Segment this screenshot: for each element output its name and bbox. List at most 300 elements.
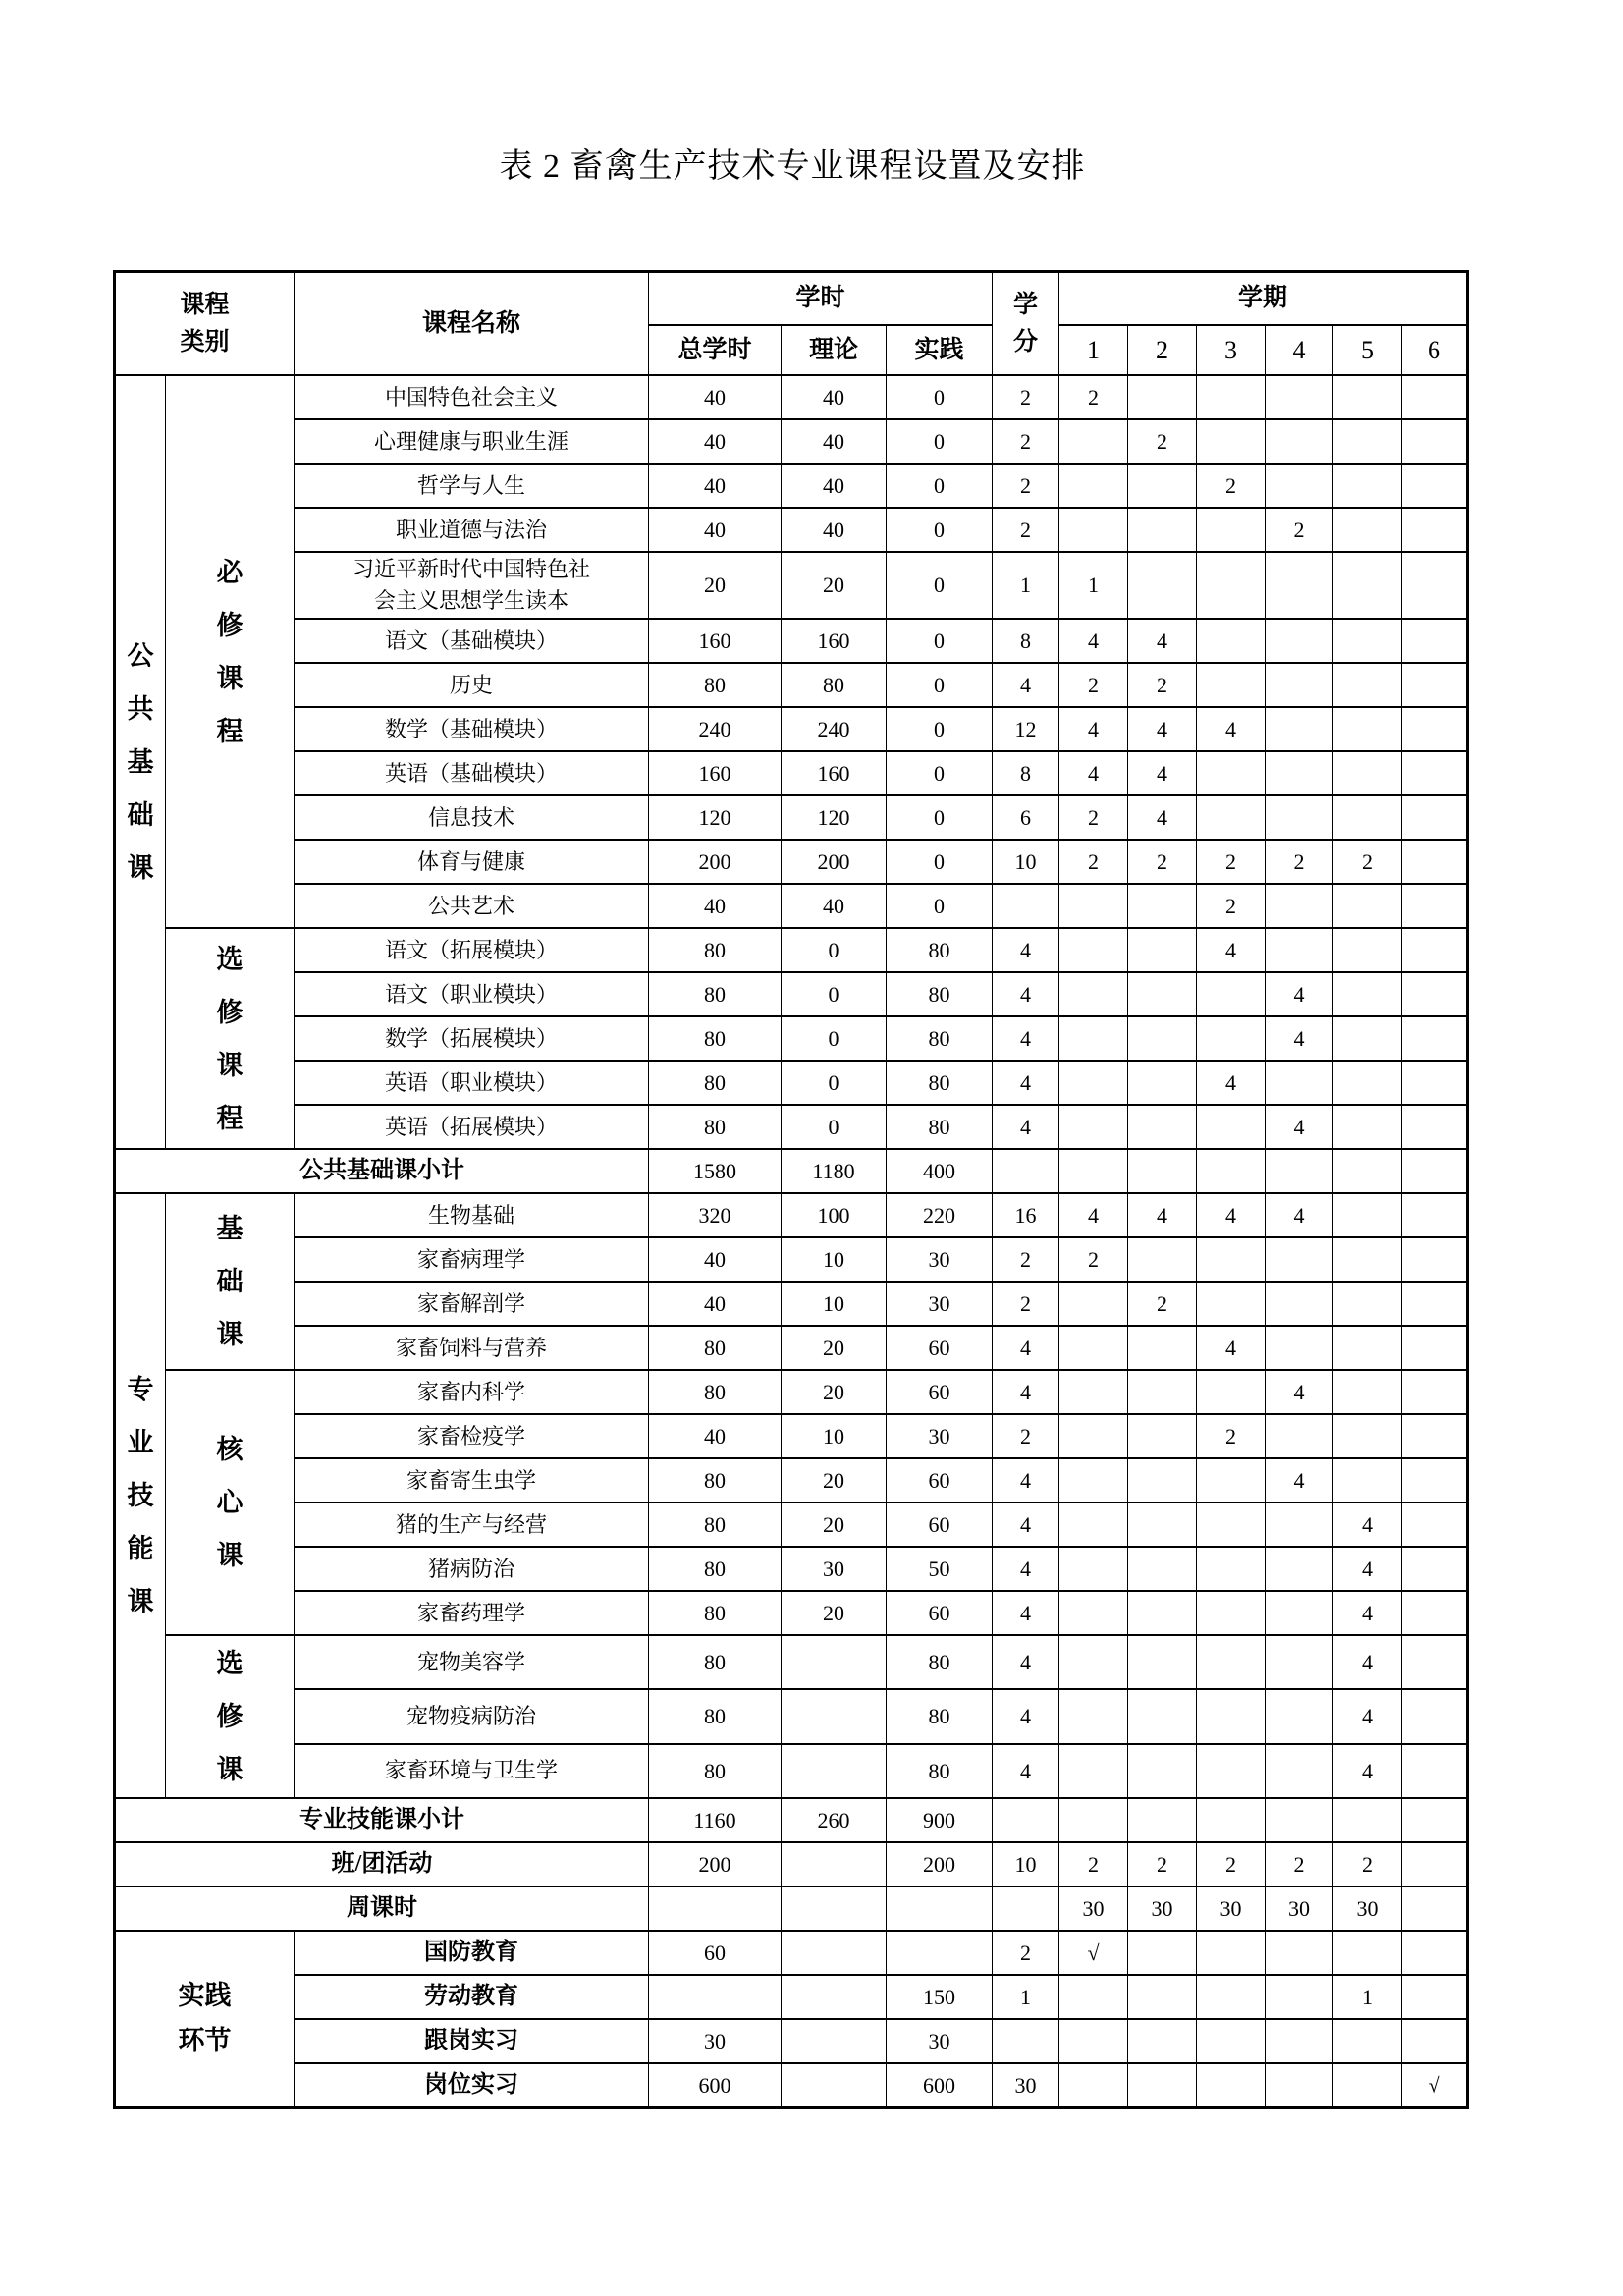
value-cell: 2 [993, 375, 1059, 419]
value-cell [1197, 619, 1266, 663]
header-row-1 [115, 271, 1468, 325]
category-cell [166, 375, 295, 928]
value-cell [1266, 1744, 1333, 1798]
value-cell: 6 [993, 795, 1059, 840]
table-row [115, 375, 1468, 419]
value-cell [1059, 1744, 1128, 1798]
value-cell: 20 [782, 1458, 887, 1503]
value-cell [1266, 1975, 1333, 2019]
value-cell: 0 [887, 619, 993, 663]
category-label: 选修课 [216, 1649, 243, 1785]
value-cell: 4 [1059, 1193, 1128, 1237]
value-cell [1402, 928, 1468, 972]
value-cell [993, 2019, 1059, 2063]
value-cell: 4 [993, 972, 1059, 1016]
course-name: 岗位实习 [424, 2071, 518, 2098]
course-name: 公共艺术 [427, 893, 514, 918]
value-cell [1333, 972, 1402, 1016]
course-name-cell [295, 1635, 649, 1689]
value-cell: 2 [1059, 375, 1128, 419]
table-row [115, 1105, 1468, 1149]
value-cell [1402, 1975, 1468, 2019]
value-cell: 2 [1128, 840, 1197, 884]
value-cell [782, 2063, 887, 2107]
value-cell: 4 [993, 1370, 1059, 1414]
value-cell: 30 [887, 1414, 993, 1458]
value-cell: 10 [993, 840, 1059, 884]
value-cell: 4 [993, 1547, 1059, 1591]
value-cell: 40 [649, 1414, 782, 1458]
table-row [115, 1414, 1468, 1458]
course-name: 猪的生产与经营 [395, 1511, 547, 1537]
value-cell [1059, 1016, 1128, 1061]
value-cell [1402, 1458, 1468, 1503]
value-cell: 1580 [649, 1149, 782, 1193]
value-cell: 600 [649, 2063, 782, 2107]
value-cell: 20 [782, 552, 887, 619]
value-cell: 30 [649, 2019, 782, 2063]
summary-label-cell [115, 1149, 649, 1193]
value-cell [1197, 1689, 1266, 1743]
course-name-cell [295, 552, 649, 619]
value-cell: 8 [993, 751, 1059, 795]
value-cell [1402, 1237, 1468, 1282]
table-row [115, 1975, 1468, 2019]
value-cell [1333, 1458, 1402, 1503]
value-cell: 4 [1266, 972, 1333, 1016]
course-name: 家畜解剖学 [416, 1290, 525, 1316]
value-cell [1197, 508, 1266, 552]
course-name-cell [295, 1370, 649, 1414]
table-row [115, 2019, 1468, 2063]
value-cell: 0 [782, 1016, 887, 1061]
header-theory-cell: 理论 [782, 325, 887, 375]
page-title: 表 2 畜禽生产技术专业课程设置及安排 [499, 148, 1086, 185]
value-cell [1197, 2063, 1266, 2107]
value-cell [1402, 1931, 1468, 1975]
category-label: 实践环节 [178, 1980, 232, 2055]
value-cell: 80 [649, 663, 782, 707]
value-cell: 4 [993, 1458, 1059, 1503]
value-cell [1402, 464, 1468, 508]
course-name-cell [295, 2063, 649, 2107]
value-cell [1402, 2019, 1468, 2063]
value-cell: 4 [993, 1016, 1059, 1061]
value-cell [1266, 1591, 1333, 1635]
value-cell: 40 [649, 375, 782, 419]
value-cell: 30 [1333, 1886, 1402, 1931]
value-cell: 2 [1197, 884, 1266, 928]
value-cell [1266, 884, 1333, 928]
value-cell: 80 [887, 928, 993, 972]
table-row [115, 751, 1468, 795]
header-semester-3: 3 [1197, 325, 1266, 375]
value-cell [1197, 375, 1266, 419]
value-cell: 10 [782, 1237, 887, 1282]
value-cell [1197, 795, 1266, 840]
value-cell: 2 [993, 1414, 1059, 1458]
value-cell: 4 [1197, 1193, 1266, 1237]
summary-row [115, 1149, 1468, 1193]
value-cell: 2 [1059, 1237, 1128, 1282]
value-cell: 30 [1128, 1886, 1197, 1931]
value-cell [1128, 972, 1197, 1016]
value-cell [1402, 840, 1468, 884]
value-cell: 4 [1128, 619, 1197, 663]
value-cell: 2 [1128, 1282, 1197, 1326]
value-cell [1128, 1370, 1197, 1414]
value-cell [1128, 1744, 1197, 1798]
value-cell [1059, 1370, 1128, 1414]
category-cell [166, 1193, 295, 1370]
value-cell: 20 [782, 1503, 887, 1547]
header-semester-group-cell: 学期 [1059, 271, 1468, 325]
value-cell: 20 [782, 1591, 887, 1635]
value-cell [1128, 928, 1197, 972]
value-cell [1402, 1547, 1468, 1591]
header-semester-2: 2 [1128, 325, 1197, 375]
value-cell [1197, 1798, 1266, 1842]
value-cell: 2 [1197, 464, 1266, 508]
value-cell [1266, 1503, 1333, 1547]
course-name-cell [295, 1282, 649, 1326]
value-cell [1059, 2063, 1128, 2107]
value-cell: 260 [782, 1798, 887, 1842]
header-practice-cell: 实践 [887, 325, 993, 375]
value-cell [1266, 619, 1333, 663]
table-header [115, 271, 1468, 375]
value-cell [1333, 375, 1402, 419]
value-cell: 40 [782, 464, 887, 508]
value-cell: 20 [782, 1370, 887, 1414]
value-cell: 4 [1128, 795, 1197, 840]
value-cell [1059, 1105, 1128, 1149]
value-cell [1059, 464, 1128, 508]
value-cell [1333, 1282, 1402, 1326]
value-cell: 2 [1059, 663, 1128, 707]
table-row [115, 840, 1468, 884]
value-cell: 4 [1333, 1503, 1402, 1547]
value-cell: 4 [1333, 1547, 1402, 1591]
value-cell: 80 [649, 972, 782, 1016]
value-cell [1128, 1689, 1197, 1743]
category-label: 核心课 [216, 1435, 243, 1571]
value-cell: 4 [1197, 1326, 1266, 1370]
value-cell [1059, 1591, 1128, 1635]
value-cell: 4 [1128, 751, 1197, 795]
table-row [115, 1370, 1468, 1414]
value-cell: 30 [1059, 1886, 1128, 1931]
course-name: 习近平新时代中国特色社会主义思想学生读本 [352, 557, 590, 614]
value-cell: 2 [1128, 1842, 1197, 1886]
header-semester-1: 1 [1059, 325, 1128, 375]
value-cell [1266, 375, 1333, 419]
value-cell [1402, 1503, 1468, 1547]
value-cell [649, 1886, 782, 1931]
value-cell [1059, 1798, 1128, 1842]
summary-label: 专业技能课小计 [299, 1807, 464, 1833]
value-cell [1402, 707, 1468, 751]
value-cell [1402, 1689, 1468, 1743]
value-cell [1402, 1370, 1468, 1414]
value-cell [1128, 2063, 1197, 2107]
value-cell [1059, 1503, 1128, 1547]
value-cell [1402, 795, 1468, 840]
value-cell [1333, 1798, 1402, 1842]
course-name-cell [295, 1326, 649, 1370]
value-cell [1333, 1370, 1402, 1414]
course-name: 家畜检疫学 [416, 1423, 525, 1449]
value-cell [1266, 1689, 1333, 1743]
value-cell [1333, 751, 1402, 795]
course-name-cell [295, 508, 649, 552]
value-cell [1128, 1414, 1197, 1458]
value-cell: 0 [782, 928, 887, 972]
value-cell: 150 [887, 1975, 993, 2019]
value-cell: 40 [649, 508, 782, 552]
value-cell: 80 [649, 1458, 782, 1503]
table-body [115, 375, 1468, 2107]
header-category-label: 课程类别 [180, 292, 230, 355]
table-row [115, 1458, 1468, 1503]
table-row [115, 663, 1468, 707]
table-row [115, 707, 1468, 751]
value-cell [1128, 1975, 1197, 2019]
value-cell: 120 [649, 795, 782, 840]
value-cell [1128, 1503, 1197, 1547]
value-cell: 10 [782, 1414, 887, 1458]
table-row [115, 1547, 1468, 1591]
value-cell: 80 [649, 1744, 782, 1798]
value-cell: 60 [649, 1931, 782, 1975]
value-cell: 80 [887, 1635, 993, 1689]
course-name: 语文（职业模块） [384, 981, 558, 1007]
value-cell: 0 [887, 464, 993, 508]
value-cell [1266, 1414, 1333, 1458]
value-cell [1402, 419, 1468, 464]
course-name-cell [295, 375, 649, 419]
value-cell [1197, 1503, 1266, 1547]
value-cell [1128, 1061, 1197, 1105]
value-cell [1197, 1282, 1266, 1326]
table-row [115, 464, 1468, 508]
value-cell [1266, 1931, 1333, 1975]
value-cell: 4 [1266, 1105, 1333, 1149]
table-row [115, 1744, 1468, 1798]
value-cell: 0 [887, 795, 993, 840]
value-cell [1266, 2063, 1333, 2107]
value-cell: 80 [649, 1016, 782, 1061]
value-cell: 2 [993, 1931, 1059, 1975]
course-name: 英语（基础模块） [384, 760, 558, 786]
value-cell [782, 1842, 887, 1886]
course-name-cell [295, 1016, 649, 1061]
value-cell: 240 [782, 707, 887, 751]
value-cell: 80 [649, 1635, 782, 1689]
value-cell [1059, 1547, 1128, 1591]
category-label: 公共基础课 [127, 641, 154, 884]
header-total-hours-cell: 总学时 [649, 325, 782, 375]
value-cell: 4 [1333, 1635, 1402, 1689]
table-row [115, 1503, 1468, 1547]
category-label: 必修课程 [216, 557, 243, 746]
value-cell [1059, 1149, 1128, 1193]
value-cell: 4 [1197, 1061, 1266, 1105]
value-cell [1128, 375, 1197, 419]
value-cell [649, 1975, 782, 2019]
course-name-cell [295, 663, 649, 707]
value-cell: 80 [887, 1689, 993, 1743]
course-name-cell [295, 1975, 649, 2019]
header-credit-cell [993, 271, 1059, 375]
value-cell [1333, 1061, 1402, 1105]
value-cell [1402, 1842, 1468, 1886]
course-name-cell [295, 1458, 649, 1503]
value-cell: 4 [1333, 1591, 1402, 1635]
course-name-cell [295, 840, 649, 884]
value-cell [1266, 1061, 1333, 1105]
value-cell: 240 [649, 707, 782, 751]
value-cell [1266, 1635, 1333, 1689]
course-name: 宠物疫病防治 [406, 1704, 536, 1729]
course-name: 职业道德与法治 [395, 517, 547, 542]
value-cell: 80 [649, 928, 782, 972]
value-cell [1333, 2063, 1402, 2107]
value-cell: 80 [649, 1061, 782, 1105]
course-name: 英语（职业模块） [384, 1069, 558, 1095]
course-name-cell [295, 1931, 649, 1975]
value-cell: 0 [782, 1061, 887, 1105]
summary-label-cell [115, 1886, 649, 1931]
value-cell: 80 [887, 1061, 993, 1105]
value-cell: 30 [887, 1237, 993, 1282]
value-cell: 80 [887, 1105, 993, 1149]
course-name-cell [295, 972, 649, 1016]
value-cell: 4 [993, 1689, 1059, 1743]
value-cell [1197, 1744, 1266, 1798]
value-cell: 30 [1197, 1886, 1266, 1931]
course-name: 家畜药理学 [416, 1600, 525, 1625]
value-cell [1059, 2019, 1128, 2063]
header-hours-group-cell: 学时 [649, 271, 993, 325]
value-cell: 2 [1266, 1842, 1333, 1886]
value-cell: 40 [782, 508, 887, 552]
course-name: 家畜病理学 [416, 1246, 525, 1272]
course-name-cell [295, 1414, 649, 1458]
category-cell [166, 1635, 295, 1798]
course-name-cell [295, 1105, 649, 1149]
value-cell [1402, 1326, 1468, 1370]
value-cell: 60 [887, 1591, 993, 1635]
value-cell: 60 [887, 1370, 993, 1414]
value-cell [1333, 508, 1402, 552]
value-cell: 30 [1266, 1886, 1333, 1931]
value-cell: 80 [887, 1016, 993, 1061]
value-cell [1333, 464, 1402, 508]
table-row [115, 884, 1468, 928]
value-cell [1197, 751, 1266, 795]
value-cell [1333, 419, 1402, 464]
value-cell [887, 1886, 993, 1931]
value-cell: 0 [887, 884, 993, 928]
value-cell: 120 [782, 795, 887, 840]
table-row [115, 795, 1468, 840]
value-cell: 80 [887, 972, 993, 1016]
value-cell [1059, 1458, 1128, 1503]
value-cell: 4 [1266, 1016, 1333, 1061]
course-name: 国防教育 [424, 1940, 518, 1966]
summary-label: 公共基础课小计 [299, 1158, 464, 1184]
value-cell [1333, 1149, 1402, 1193]
value-cell [1059, 419, 1128, 464]
value-cell: 200 [782, 840, 887, 884]
course-name: 家畜寄生虫学 [406, 1467, 536, 1493]
course-name: 数学（基础模块） [384, 716, 558, 741]
course-name: 宠物美容学 [416, 1649, 525, 1674]
course-name: 家畜环境与卫生学 [384, 1758, 558, 1783]
course-name-cell [295, 795, 649, 840]
value-cell: 4 [993, 1326, 1059, 1370]
value-cell [1402, 1886, 1468, 1931]
value-cell [782, 1744, 887, 1798]
value-cell [1128, 1591, 1197, 1635]
table-row [115, 1282, 1468, 1326]
value-cell [1402, 1193, 1468, 1237]
value-cell [1197, 1149, 1266, 1193]
value-cell: 2 [993, 464, 1059, 508]
summary-row [115, 1886, 1468, 1931]
category-cell [115, 1193, 166, 1798]
value-cell [1333, 884, 1402, 928]
value-cell: 4 [993, 928, 1059, 972]
value-cell [782, 1931, 887, 1975]
value-cell: 0 [887, 707, 993, 751]
course-name: 中国特色社会主义 [384, 384, 558, 410]
course-name-cell [295, 419, 649, 464]
value-cell: 160 [649, 751, 782, 795]
value-cell: 40 [649, 419, 782, 464]
value-cell: 1 [993, 1975, 1059, 2019]
course-name-cell [295, 1503, 649, 1547]
value-cell [1197, 1931, 1266, 1975]
value-cell: 2 [1059, 840, 1128, 884]
value-cell: 4 [993, 1591, 1059, 1635]
summary-label: 班/团活动 [331, 1851, 433, 1878]
value-cell [1402, 751, 1468, 795]
course-name-cell [295, 1237, 649, 1282]
value-cell [1128, 1326, 1197, 1370]
value-cell: 80 [649, 1689, 782, 1743]
category-cell [166, 928, 295, 1149]
value-cell [1128, 508, 1197, 552]
course-name: 心理健康与职业生涯 [373, 428, 568, 454]
header-category-cell [115, 271, 295, 375]
value-cell [1059, 1689, 1128, 1743]
value-cell: 4 [1128, 707, 1197, 751]
course-name-cell [295, 884, 649, 928]
value-cell: 20 [782, 1326, 887, 1370]
value-cell: 80 [649, 1503, 782, 1547]
value-cell: 0 [782, 972, 887, 1016]
value-cell [1266, 751, 1333, 795]
value-cell [1402, 1414, 1468, 1458]
table-row [115, 1635, 1468, 1689]
value-cell [1059, 884, 1128, 928]
value-cell: 2 [993, 1237, 1059, 1282]
value-cell: 50 [887, 1547, 993, 1591]
course-name-cell [295, 2019, 649, 2063]
value-cell [1402, 1744, 1468, 1798]
